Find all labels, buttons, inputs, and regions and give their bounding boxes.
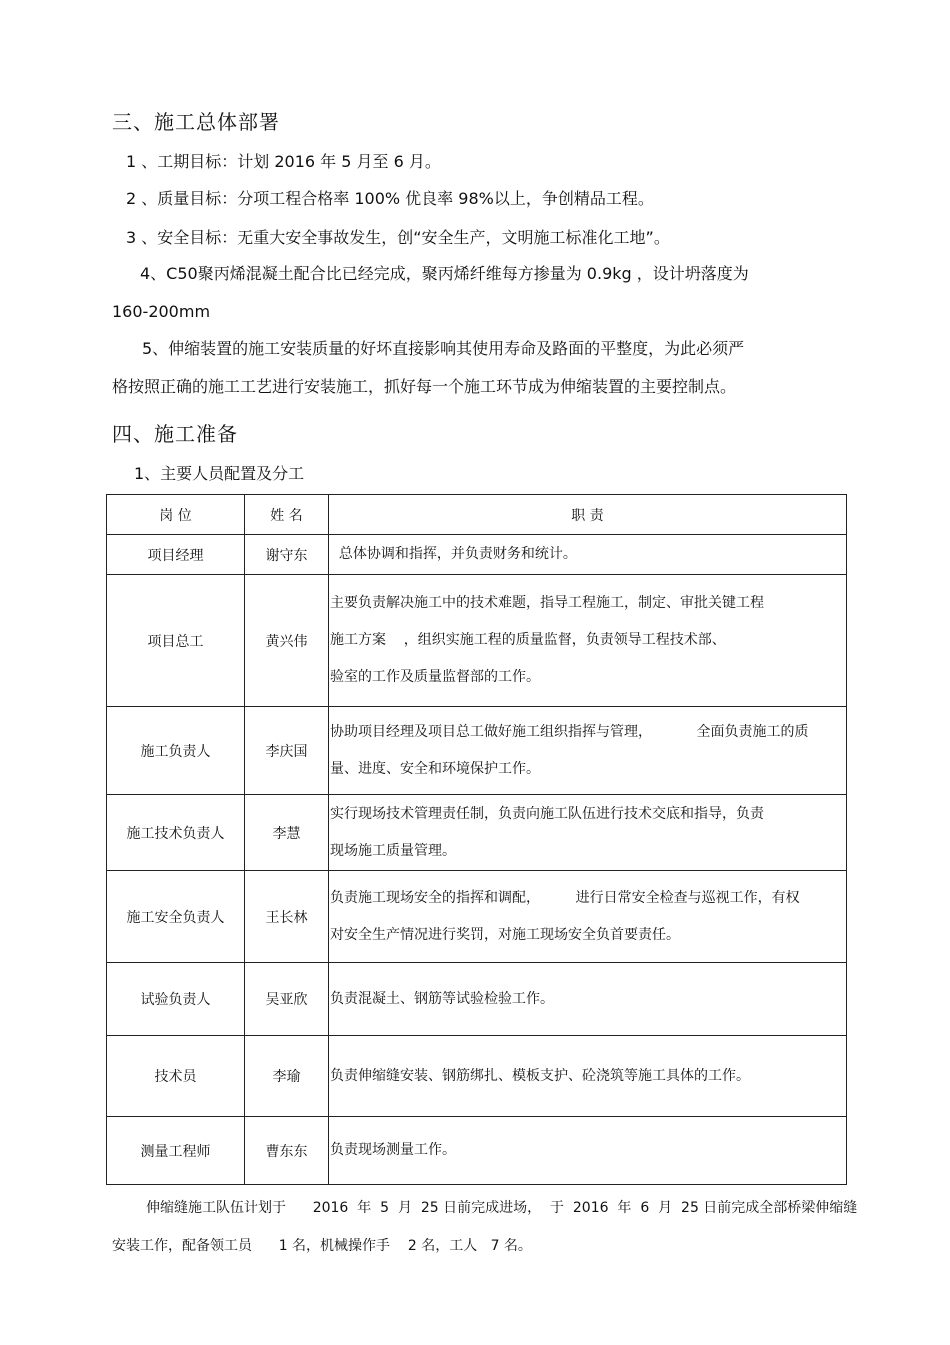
post-cell: 技术员	[107, 1036, 245, 1117]
name-cell: 李瑜	[245, 1036, 329, 1117]
post-cell: 测量工程师	[107, 1117, 245, 1185]
duty-line: 实行现场技术管理责任制，负责向施工队伍进行技术交底和指导，负责	[330, 805, 764, 822]
header-name: 姓 名	[245, 495, 329, 535]
table-row	[107, 575, 847, 707]
duty-line: 负责伸缩缝安装、钢筋绑扎、模板支护、砼浇筑等施工具体的工作。	[330, 1067, 750, 1084]
duty-line: 验室的工作及质量监督部的工作。	[330, 669, 540, 685]
table-row	[107, 795, 847, 871]
table-row	[107, 871, 847, 963]
name-cell: 王长林	[245, 871, 329, 963]
footer-line-2: 安装工作，配备领工员 1 名，机械操作手 2 名，工人 7 名。	[112, 1238, 532, 1254]
duty-cell	[329, 871, 847, 963]
duty-line: 对安全生产情况进行奖罚，对施工现场安全负首要责任。	[330, 926, 680, 943]
section-3-item-3: 3 、安全目标：无重大安全事故发生，创“安全生产，文明施工标准化工地”。	[126, 228, 670, 247]
post-cell: 项目总工	[107, 575, 245, 707]
duty-line: 协助项目经理及项目总工做好施工组织指挥与管理， 全面负责施工的质	[330, 723, 809, 740]
duty-cell	[329, 795, 847, 871]
header-duty: 职 责	[329, 495, 847, 535]
duty-cell	[329, 963, 847, 1036]
footer-line-1: 伸缩缝施工队伍计划于 2016 年 5 月 25 日前完成进场， 于 2016 年 6 月 25 日前完成全部桥梁伸缩缝	[146, 1200, 858, 1216]
section-3-item-4-cont: 160-200mm	[112, 302, 211, 321]
name-cell: 吴亚欣	[245, 963, 329, 1036]
section-3-item-5: 5、伸缩装置的施工安装质量的好坏直接影响其使用寿命及路面的平整度，为此必须严	[142, 339, 745, 358]
duty-line: 量、进度、安全和环境保护工作。	[330, 760, 540, 777]
section-3-item-1: 1 、工期目标：计划 2016 年 5 月至 6 月。	[126, 152, 441, 171]
table-row	[107, 707, 847, 795]
duty-line: 负责混凝土、钢筋等试验检验工作。	[330, 990, 554, 1007]
table-row	[107, 1117, 847, 1185]
section-3-item-5-cont: 格按照正确的施工工艺进行安装施工，抓好每一个施工环节成为伸缩装置的主要控制点。	[112, 377, 737, 396]
duty-line: 负责施工现场安全的指挥和调配， 进行日常安全检查与巡视工作，有权	[330, 889, 800, 906]
duty-cell	[329, 1117, 847, 1185]
name-cell: 谢守东	[245, 535, 329, 575]
post-cell: 施工安全负责人	[107, 871, 245, 963]
post-cell: 施工负责人	[107, 707, 245, 795]
duty-line: 现场施工质量管理。	[330, 842, 456, 859]
table-header-row	[107, 495, 847, 535]
section-3-item-2: 2 、质量目标：分项工程合格率 100% 优良率 98%以上，争创精品工程。	[126, 189, 654, 208]
duty-cell	[329, 1036, 847, 1117]
header-post: 岗 位	[107, 495, 245, 535]
duty-line: 施工方案 ，组织实施工程的质量监督，负责领导工程技术部、	[330, 632, 726, 648]
staff-duty-table	[106, 494, 847, 1185]
table-row	[107, 1036, 847, 1117]
name-cell: 曹东东	[245, 1117, 329, 1185]
post-cell: 试验负责人	[107, 963, 245, 1036]
name-cell: 李庆国	[245, 707, 329, 795]
section-4-heading: 四、施工准备	[112, 422, 238, 446]
duty-line: 主要负责解决施工中的技术难题，指导工程施工，制定、审批关键工程	[330, 595, 764, 611]
section-3-heading: 三、施工总体部署	[112, 110, 280, 134]
name-cell: 黄兴伟	[245, 575, 329, 707]
section-4-subtitle: 1、主要人员配置及分工	[134, 464, 305, 483]
duty-cell	[329, 707, 847, 795]
duty-cell	[329, 575, 847, 707]
duty-cell	[329, 535, 847, 575]
name-cell: 李慧	[245, 795, 329, 871]
section-3-item-4: 4、C50聚丙烯混凝土配合比已经完成，聚丙烯纤维每方掺量为 0.9kg ，设计坍落度为	[140, 264, 749, 283]
table-row	[107, 535, 847, 575]
post-cell: 施工技术负责人	[107, 795, 245, 871]
table-row	[107, 963, 847, 1036]
duty-line: 总体协调和指挥，并负责财务和统计。	[330, 546, 577, 562]
duty-line: 负责现场测量工作。	[330, 1142, 456, 1158]
post-cell: 项目经理	[107, 535, 245, 575]
